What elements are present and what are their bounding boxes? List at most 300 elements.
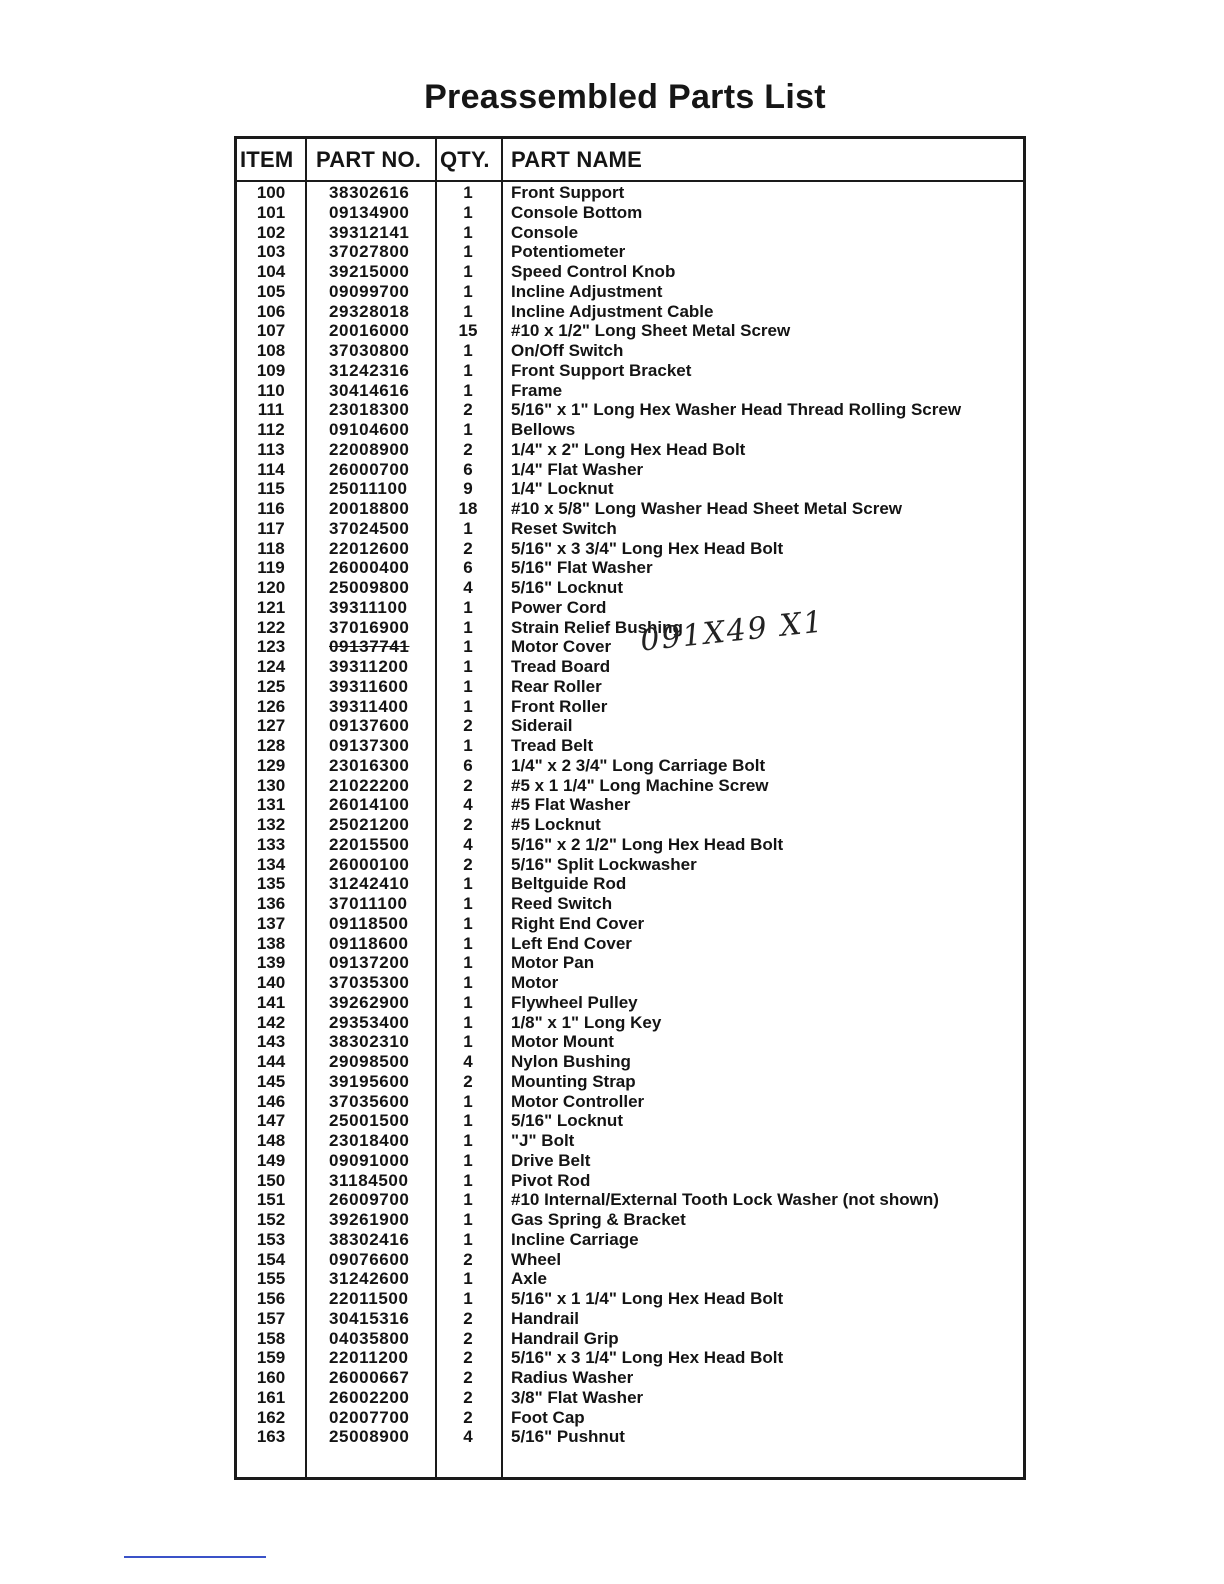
item-cell: 124: [256, 657, 286, 676]
header-part-name: PART NAME: [511, 147, 642, 172]
table-row: [237, 203, 1023, 223]
table-row: [237, 440, 1023, 460]
part-name-cell: Motor Cover: [511, 637, 612, 657]
part-name-cell: "J" Bolt: [511, 1131, 575, 1150]
part-name-cell: 3/8" Flat Washer: [511, 1387, 644, 1407]
item-cell: 135: [256, 874, 286, 894]
part-name-cell: Siderail: [511, 716, 573, 736]
part-no-cell: 23016300: [329, 755, 410, 775]
item-cell: 157: [256, 1308, 286, 1328]
part-no-cell: 25009800: [329, 578, 410, 597]
qty-cell: 1: [463, 597, 473, 617]
table-row: [237, 1052, 1023, 1072]
part-name-cell: 5/16" x 3 3/4" Long Hex Head Bolt: [511, 538, 784, 558]
part-no-cell: 37024500: [329, 518, 410, 538]
qty-cell: 1: [463, 1131, 473, 1150]
qty-cell: 1: [463, 518, 473, 538]
qty-cell: 2: [463, 1308, 473, 1328]
part-no-cell: 20016000: [329, 321, 410, 341]
item-cell: 153: [256, 1229, 286, 1249]
part-name-cell: Tread Board: [511, 657, 611, 676]
part-name-cell: Motor: [511, 973, 559, 992]
part-no-cell: 09104600: [329, 420, 410, 439]
part-no-cell: 30415316: [329, 1308, 410, 1328]
table-row: [237, 1230, 1023, 1250]
part-no-cell: 26000100: [329, 854, 410, 874]
qty-cell: 1: [463, 202, 473, 222]
qty-cell: 1: [463, 1190, 473, 1210]
part-name-cell: 1/4" Flat Washer: [511, 459, 644, 479]
qty-cell: 1: [463, 736, 473, 755]
qty-cell: 2: [463, 854, 473, 874]
item-cell: 103: [256, 242, 286, 262]
table-row: [237, 677, 1023, 697]
item-cell: 129: [256, 755, 286, 775]
part-no-cell: 25001500: [329, 1111, 410, 1131]
qty-cell: 2: [463, 1328, 473, 1348]
item-cell: 152: [256, 1210, 286, 1229]
part-name-cell: Radius Washer: [511, 1368, 634, 1387]
part-name-cell: Right End Cover: [511, 913, 645, 933]
table-row: [237, 361, 1023, 381]
table-row: [237, 223, 1023, 243]
qty-cell: 1: [463, 1210, 473, 1229]
table-row: [237, 321, 1023, 341]
part-no-cell: 09099700: [329, 281, 410, 301]
table-row: [237, 242, 1023, 262]
part-no-cell: 37011100: [329, 894, 408, 913]
item-cell: 156: [256, 1289, 286, 1308]
part-name-cell: Axle: [511, 1269, 547, 1289]
table-row: [237, 618, 1023, 638]
table-row: [237, 874, 1023, 894]
table-row: [237, 637, 1023, 657]
part-name-cell: 5/16" x 2 1/2" Long Hex Head Bolt: [511, 834, 784, 854]
qty-cell: 1: [463, 913, 473, 933]
part-name-cell: Foot Cap: [511, 1407, 585, 1427]
part-no-cell: 09118600: [329, 933, 409, 953]
part-name-cell: Bellows: [511, 420, 576, 439]
part-name-cell: Handrail Grip: [511, 1328, 619, 1348]
item-cell: 130: [256, 775, 286, 795]
part-name-cell: Incline Adjustment: [511, 281, 663, 301]
table-row: [237, 1329, 1023, 1349]
qty-cell: 1: [463, 1091, 473, 1111]
part-name-cell: Incline Carriage: [511, 1229, 639, 1249]
part-no-cell: 09137741: [329, 637, 410, 657]
qty-cell: 1: [463, 894, 473, 913]
part-no-cell: 20018800: [329, 499, 410, 518]
part-no-cell: 26002200: [329, 1387, 410, 1407]
qty-cell: 1: [463, 281, 473, 301]
qty-cell: 2: [463, 1387, 473, 1407]
part-no-cell: 39311100: [329, 597, 408, 617]
part-name-cell: 5/16" Locknut: [511, 1111, 623, 1131]
table-row: [237, 657, 1023, 677]
part-name-cell: Frame: [511, 380, 563, 400]
part-no-cell: 26014100: [329, 795, 410, 815]
table-row: [237, 1190, 1023, 1210]
part-no-cell: 04035800: [329, 1328, 410, 1348]
part-no-cell: 29353400: [329, 1012, 410, 1032]
part-name-cell: Wheel: [511, 1249, 562, 1269]
qty-cell: 2: [463, 815, 473, 834]
part-no-cell: 09091000: [329, 1150, 410, 1170]
qty-cell: 1: [463, 1032, 473, 1052]
part-no-cell: 26000400: [329, 558, 410, 578]
item-cell: 122: [256, 617, 286, 637]
part-name-cell: 5/16" x 3 1/4" Long Hex Head Bolt: [511, 1348, 784, 1368]
part-name-cell: 5/16" Pushnut: [511, 1427, 625, 1447]
part-name-cell: 5/16" Flat Washer: [511, 558, 653, 578]
table-row: [237, 460, 1023, 480]
part-no-cell: 25021200: [329, 815, 410, 834]
table-row: [237, 598, 1023, 618]
qty-cell: 1: [463, 637, 473, 657]
part-no-cell: 37016900: [329, 617, 410, 637]
item-cell: 144: [256, 1052, 286, 1071]
item-cell: 100: [256, 183, 286, 202]
part-no-cell: 09137200: [329, 953, 410, 973]
part-name-cell: Front Roller: [511, 696, 608, 716]
table-row: [237, 1309, 1023, 1329]
part-no-cell: 22008900: [329, 439, 410, 459]
table-row: [237, 1111, 1023, 1131]
table-row: [237, 1171, 1023, 1191]
qty-cell: 4: [463, 1427, 473, 1447]
qty-cell: 4: [463, 834, 473, 854]
item-cell: 107: [256, 321, 286, 341]
item-cell: 158: [256, 1328, 286, 1348]
qty-cell: 1: [463, 953, 473, 973]
qty-cell: 2: [463, 1249, 473, 1269]
part-no-cell: 39311200: [329, 657, 409, 676]
table-row: [237, 815, 1023, 835]
table-body: [237, 183, 1023, 1447]
table-row: [237, 558, 1023, 578]
qty-cell: 1: [463, 262, 473, 281]
part-no-cell: 37035300: [329, 973, 410, 992]
part-name-cell: Mounting Strap: [511, 1071, 636, 1091]
part-no-cell: 23018400: [329, 1131, 410, 1150]
part-name-cell: Motor Mount: [511, 1032, 614, 1052]
item-cell: 161: [256, 1387, 286, 1407]
part-no-cell: 39261900: [329, 1210, 410, 1229]
part-name-cell: Reed Switch: [511, 894, 613, 913]
table-row: [237, 973, 1023, 993]
part-name-cell: Strain Relief Bushing: [511, 617, 683, 637]
part-no-cell: 22011200: [329, 1348, 409, 1368]
part-no-cell: 39195600: [329, 1071, 410, 1091]
item-cell: 101: [256, 202, 286, 222]
item-cell: 151: [256, 1190, 286, 1210]
table-row: [237, 914, 1023, 934]
part-name-cell: Beltguide Rod: [511, 874, 627, 894]
part-no-cell: 31242410: [329, 874, 410, 894]
part-no-cell: 25008900: [329, 1427, 410, 1447]
item-cell: 115: [257, 479, 285, 499]
table-row: [237, 795, 1023, 815]
part-no-cell: 02007700: [329, 1407, 410, 1427]
item-cell: 117: [257, 518, 285, 538]
item-cell: 125: [256, 676, 286, 696]
item-cell: 110: [257, 380, 285, 400]
part-no-cell: 31242316: [329, 360, 410, 380]
qty-cell: 2: [463, 1407, 473, 1427]
item-cell: 116: [257, 499, 285, 518]
table-row: [237, 400, 1023, 420]
table-row: [237, 776, 1023, 796]
part-name-cell: 1/4" Locknut: [511, 479, 614, 499]
qty-cell: 1: [463, 301, 473, 321]
table-row: [237, 1269, 1023, 1289]
part-no-cell: 09137600: [329, 716, 410, 736]
qty-cell: 15: [458, 321, 478, 341]
qty-cell: 1: [463, 360, 473, 380]
part-name-cell: Console Bottom: [511, 202, 643, 222]
header-item: ITEM: [240, 147, 294, 172]
qty-cell: 2: [463, 1071, 473, 1091]
part-name-cell: On/Off Switch: [511, 341, 624, 360]
qty-cell: 2: [463, 439, 473, 459]
part-no-cell: 09134900: [329, 202, 410, 222]
table-row: [237, 835, 1023, 855]
part-no-cell: 38302310: [329, 1032, 410, 1052]
table-row: [237, 1131, 1023, 1151]
item-cell: 112: [257, 420, 285, 439]
table-row: [237, 934, 1023, 954]
item-cell: 126: [256, 696, 286, 716]
part-no-cell: 26000667: [329, 1368, 410, 1387]
table-row: [237, 894, 1023, 914]
part-name-cell: #10 x 5/8" Long Washer Head Sheet Metal Screw: [511, 499, 903, 518]
item-cell: 142: [256, 1012, 286, 1032]
part-name-cell: Potentiometer: [511, 242, 626, 262]
parts-table: [234, 136, 1026, 1480]
qty-cell: 1: [463, 676, 473, 696]
item-cell: 105: [256, 281, 286, 301]
part-no-cell: 26000700: [329, 459, 410, 479]
qty-cell: 2: [463, 716, 473, 736]
part-no-cell: 09137300: [329, 736, 410, 755]
table-row: [237, 1427, 1023, 1447]
part-name-cell: Motor Pan: [511, 953, 595, 973]
part-name-cell: #5 Locknut: [511, 815, 601, 834]
item-cell: 137: [256, 913, 286, 933]
item-cell: 150: [256, 1170, 286, 1190]
table-row: [237, 756, 1023, 776]
table-row: [237, 381, 1023, 401]
qty-cell: 1: [463, 420, 473, 439]
item-cell: 106: [256, 301, 286, 321]
qty-cell: 1: [463, 1111, 473, 1131]
table-row: [237, 736, 1023, 756]
part-no-cell: 39311400: [329, 696, 409, 716]
item-cell: 139: [256, 953, 286, 973]
item-cell: 160: [256, 1368, 286, 1387]
table-row: [237, 953, 1023, 973]
item-cell: 134: [256, 854, 286, 874]
table-row: [237, 519, 1023, 539]
item-cell: 145: [256, 1071, 286, 1091]
item-cell: 162: [256, 1407, 286, 1427]
table-row: [237, 855, 1023, 875]
qty-cell: 2: [463, 400, 473, 420]
part-name-cell: Nylon Bushing: [511, 1052, 631, 1071]
part-name-cell: 5/16" Split Lockwasher: [511, 854, 697, 874]
item-cell: 121: [256, 597, 286, 617]
table-row: [237, 697, 1023, 717]
item-cell: 128: [256, 736, 286, 755]
item-cell: 132: [256, 815, 286, 834]
part-name-cell: Tread Belt: [511, 736, 594, 755]
item-cell: 108: [256, 341, 286, 360]
handwritten-note: 091X49 X1: [638, 604, 827, 659]
part-name-cell: Left End Cover: [511, 933, 632, 953]
item-cell: 127: [256, 716, 286, 736]
item-cell: 149: [256, 1150, 286, 1170]
part-no-cell: 09118500: [329, 913, 409, 933]
item-cell: 102: [256, 222, 286, 242]
qty-cell: 1: [463, 183, 473, 202]
table-row: [237, 1368, 1023, 1388]
part-name-cell: Drive Belt: [511, 1150, 591, 1170]
table-row: [237, 1072, 1023, 1092]
part-no-cell: 37035600: [329, 1091, 410, 1111]
table-row: [237, 716, 1023, 736]
table-row: [237, 578, 1023, 598]
part-no-cell: 30414616: [329, 380, 410, 400]
table-row: [237, 1250, 1023, 1270]
table-row: [237, 1151, 1023, 1171]
table-row: [237, 993, 1023, 1013]
part-name-cell: 1/8" x 1" Long Key: [511, 1012, 662, 1032]
qty-cell: 1: [463, 1229, 473, 1249]
qty-cell: 2: [463, 1368, 473, 1387]
item-cell: 111: [257, 400, 285, 420]
table-row: [237, 262, 1023, 282]
qty-cell: 4: [463, 578, 473, 597]
part-name-cell: 5/16" x 1 1/4" Long Hex Head Bolt: [511, 1289, 784, 1308]
table-row: [237, 1408, 1023, 1428]
header-divider: [237, 180, 1023, 182]
item-cell: 155: [256, 1269, 286, 1289]
header-part-no: PART NO.: [316, 147, 422, 172]
qty-cell: 1: [463, 242, 473, 262]
table-row: [237, 1388, 1023, 1408]
part-no-cell: 31242600: [329, 1269, 410, 1289]
part-name-cell: Rear Roller: [511, 676, 602, 696]
part-name-cell: 1/4" x 2" Long Hex Head Bolt: [511, 439, 746, 459]
item-cell: 114: [257, 459, 285, 479]
qty-cell: 18: [458, 499, 478, 518]
part-name-cell: #10 x 1/2" Long Sheet Metal Screw: [511, 321, 791, 341]
qty-cell: 1: [463, 696, 473, 716]
item-cell: 159: [256, 1348, 286, 1368]
part-no-cell: 26009700: [329, 1190, 410, 1210]
item-cell: 123: [256, 637, 286, 657]
item-cell: 133: [256, 834, 286, 854]
part-name-cell: #5 Flat Washer: [511, 795, 631, 815]
part-no-cell: 29098500: [329, 1052, 410, 1071]
qty-cell: 1: [463, 1150, 473, 1170]
part-no-cell: 31184500: [329, 1170, 409, 1190]
qty-cell: 1: [463, 657, 473, 676]
header-qty: QTY.: [440, 147, 490, 172]
part-name-cell: #5 x 1 1/4" Long Machine Screw: [511, 775, 769, 795]
part-name-cell: Pivot Rod: [511, 1170, 591, 1190]
qty-cell: 6: [463, 459, 473, 479]
table-row: [237, 1348, 1023, 1368]
qty-cell: 1: [463, 1269, 473, 1289]
qty-cell: 4: [463, 1052, 473, 1071]
table-row: [237, 341, 1023, 361]
item-cell: 141: [256, 992, 286, 1012]
qty-cell: 1: [463, 973, 473, 992]
item-cell: 143: [256, 1032, 286, 1052]
part-no-cell: 37030800: [329, 341, 410, 360]
item-cell: 109: [256, 360, 286, 380]
table-row: [237, 1092, 1023, 1112]
qty-cell: 1: [463, 222, 473, 242]
table-row: [237, 1032, 1023, 1052]
item-cell: 120: [256, 578, 286, 597]
item-cell: 113: [257, 439, 285, 459]
part-no-cell: 22015500: [329, 834, 410, 854]
item-cell: 163: [256, 1427, 286, 1447]
qty-cell: 2: [463, 538, 473, 558]
item-cell: 140: [256, 973, 286, 992]
item-cell: 147: [256, 1111, 286, 1131]
part-no-cell: 22012600: [329, 538, 410, 558]
part-no-cell: 21022200: [329, 775, 410, 795]
table-row: [237, 302, 1023, 322]
qty-cell: 4: [463, 795, 473, 815]
qty-cell: 1: [463, 933, 473, 953]
table-row: [237, 1289, 1023, 1309]
part-name-cell: 5/16" Locknut: [511, 578, 623, 597]
part-name-cell: Front Support: [511, 183, 625, 202]
footer-rule: [124, 1556, 266, 1558]
part-name-cell: 1/4" x 2 3/4" Long Carriage Bolt: [511, 755, 766, 775]
item-cell: 138: [256, 933, 286, 953]
part-name-cell: Reset Switch: [511, 518, 617, 538]
table-row: [237, 183, 1023, 203]
item-cell: 148: [256, 1131, 286, 1150]
item-cell: 104: [256, 262, 286, 281]
qty-cell: 2: [463, 775, 473, 795]
qty-cell: 1: [463, 1170, 473, 1190]
table-row: [237, 1210, 1023, 1230]
qty-cell: 1: [463, 992, 473, 1012]
qty-cell: 1: [463, 617, 473, 637]
qty-cell: 1: [463, 1289, 473, 1308]
part-no-cell: 39312141: [329, 222, 410, 242]
qty-cell: 2: [463, 1348, 473, 1368]
qty-cell: 6: [463, 755, 473, 775]
part-no-cell: 25011100: [329, 479, 408, 499]
qty-cell: 1: [463, 1012, 473, 1032]
qty-cell: 1: [463, 380, 473, 400]
item-cell: 154: [256, 1249, 286, 1269]
part-no-cell: 39215000: [329, 262, 410, 281]
table-row: [237, 1013, 1023, 1033]
part-name-cell: 5/16" x 1" Long Hex Washer Head Thread Rolling Screw: [511, 400, 962, 420]
qty-cell: 1: [463, 874, 473, 894]
part-name-cell: Flywheel Pulley: [511, 992, 638, 1012]
item-cell: 119: [257, 558, 285, 578]
part-name-cell: Power Cord: [511, 597, 607, 617]
